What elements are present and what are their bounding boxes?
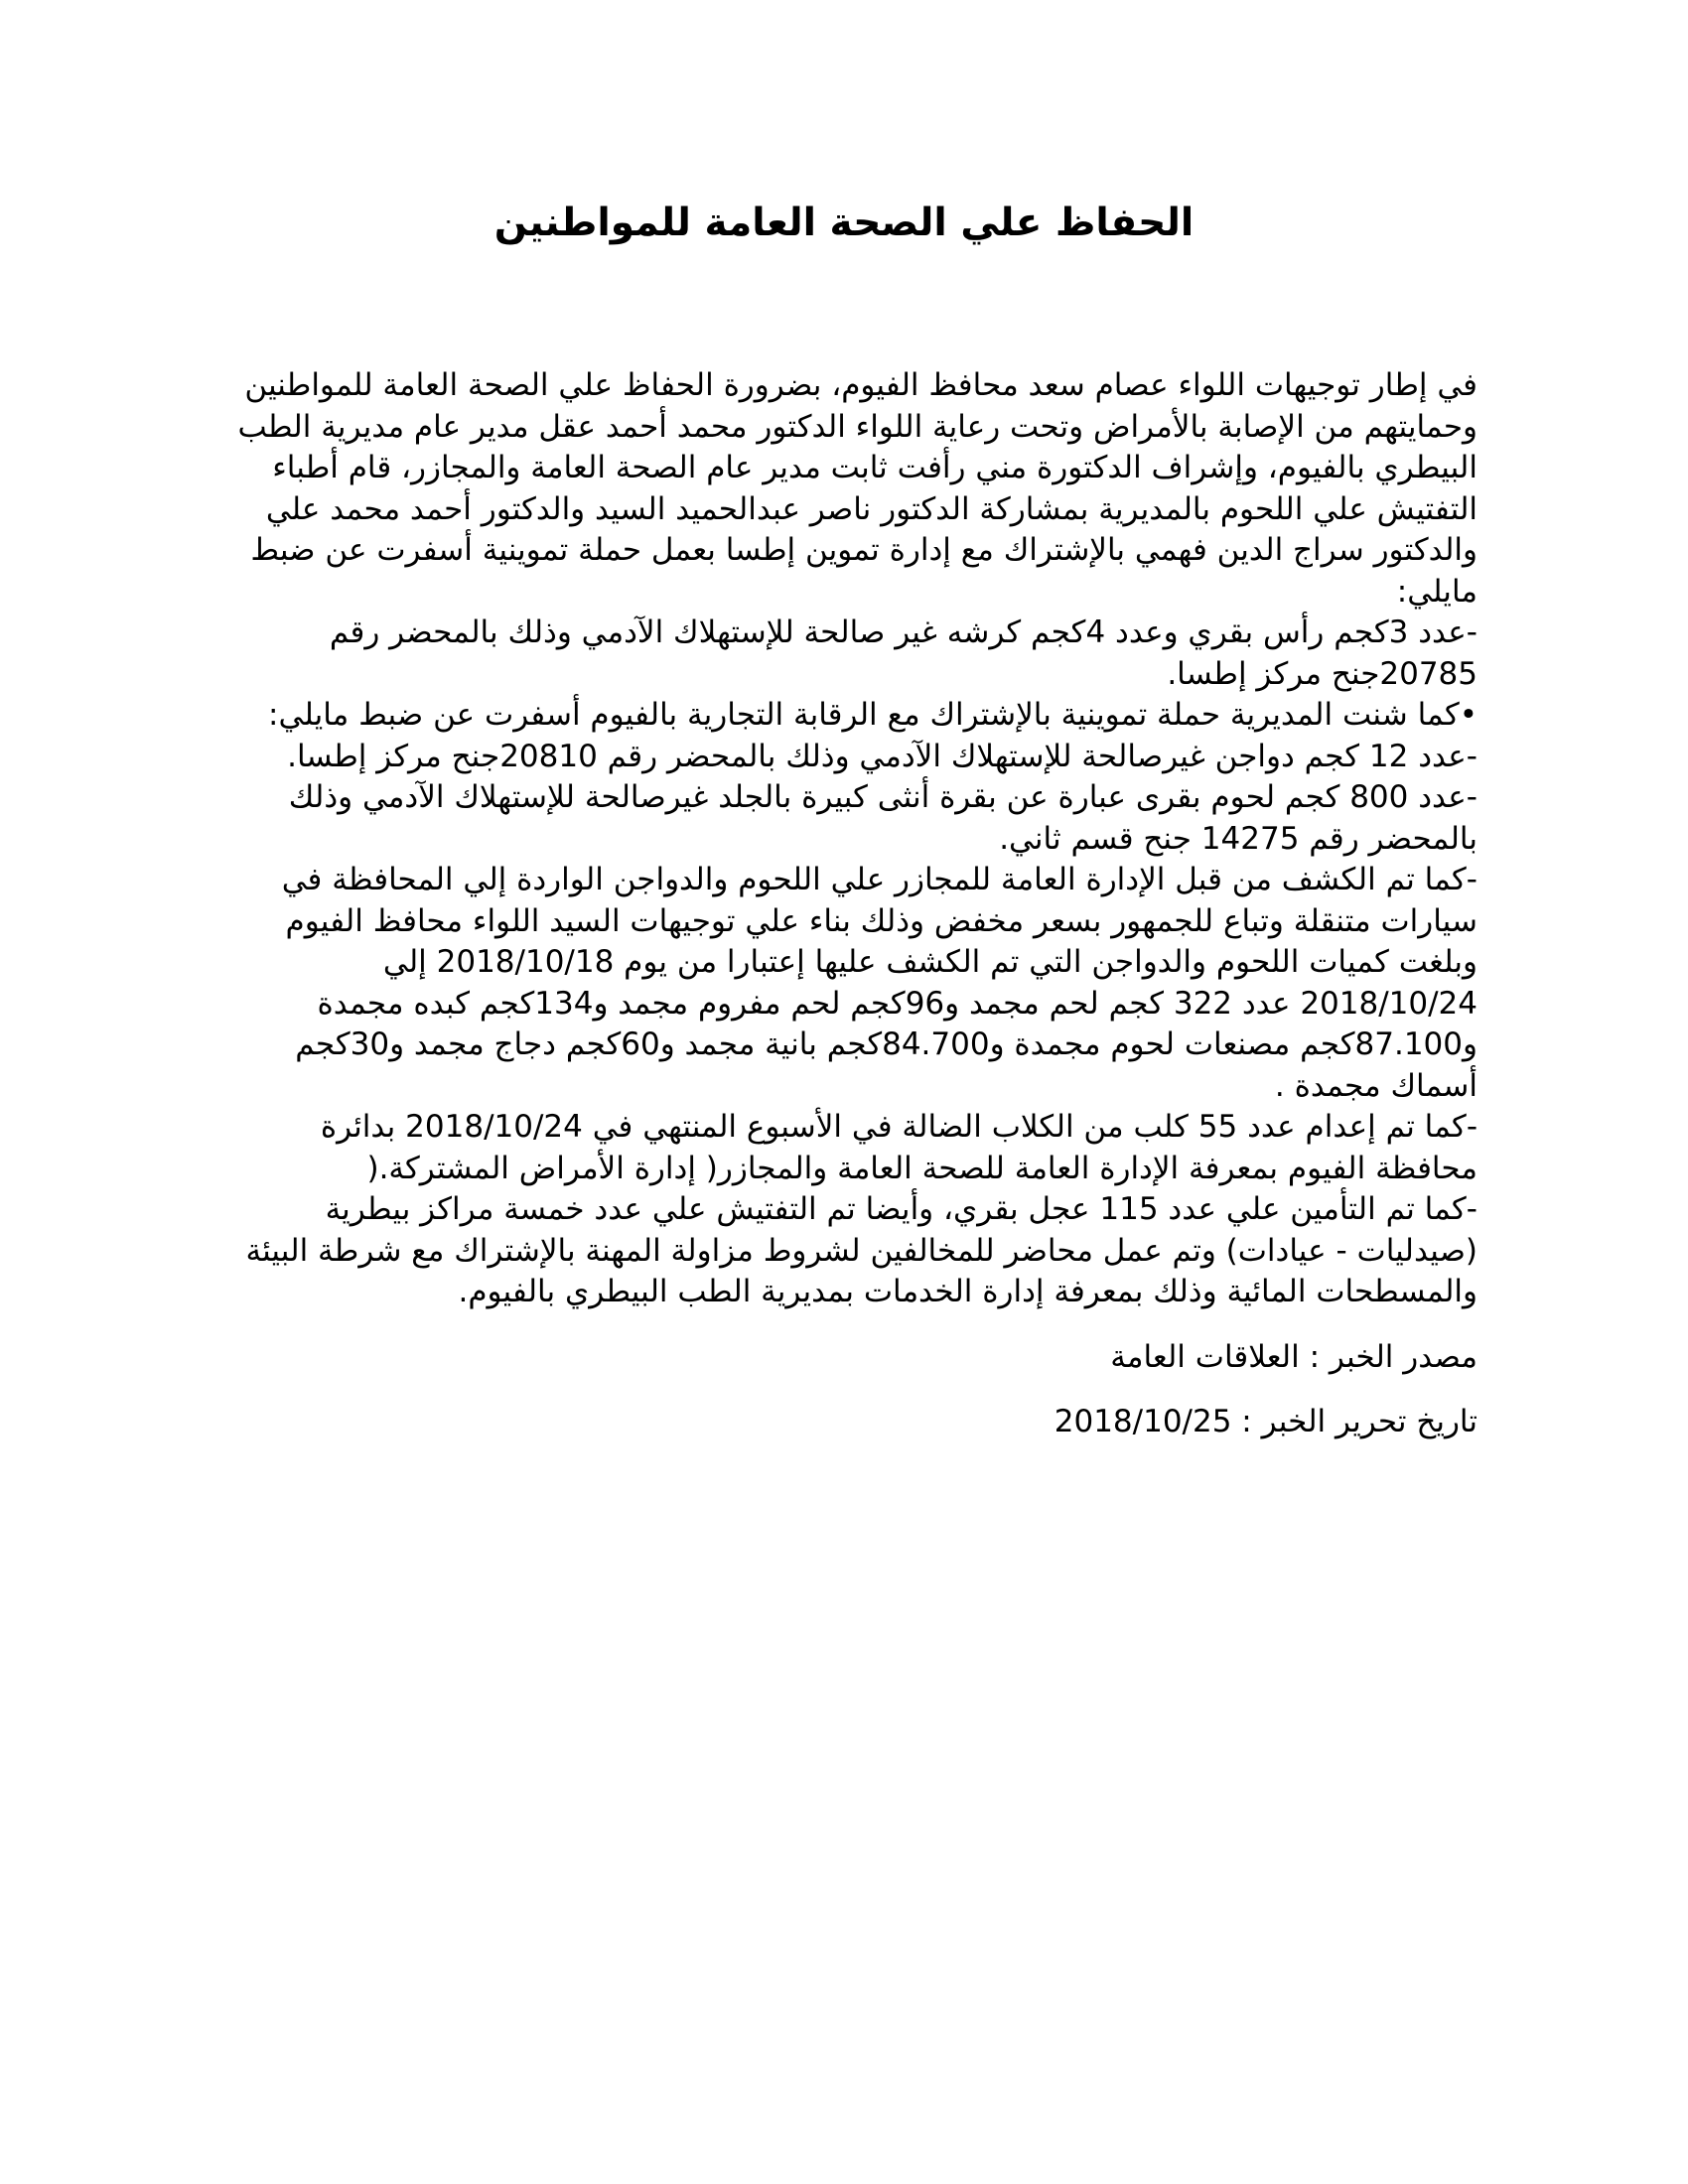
list-item: -عدد 12 كجم دواجن غيرصالحة للإستهلاك الآدمي وذلك بالمحضر رقم 20810جنح مركز إطسا. <box>287 738 1477 774</box>
news-date: تاريخ تحرير الخبر : 2018/10/25 <box>1054 1404 1477 1439</box>
list-item: -كما تم الكشف من قبل الإدارة العامة للمجازر علي اللحوم والدواجن الواردة إلي المحافظة في سيارات متنقلة وتباع للجمهور بسعر مخفض وذلك بناء علي توجيهات السيد اللواء محافظ الفيوم وبلغت كميات اللحوم والدواجن التي تم الكشف عليها إعتبارا من يوم 2018/10/18 إلي 2018/10/24 عدد 322 كجم لحم مجمد و96كجم لحم مفروم مجمد و134كجم كبده مجمدة و87.100كجم مصنعات لحوم مجمدة و84.700كجم بانية مجمد و60كجم دجاج مجمد و30كجم أسماك مجمدة . <box>281 862 1477 1104</box>
list-item: -عدد 800 كجم لحوم بقرى عبارة عن بقرة أنثى كبيرة بالجلد غيرصالحة للإستهلاك الآدمي وذلك بالمحضر رقم 14275 جنح قسم ثاني. <box>288 779 1477 857</box>
list-item: -عدد 3كجم رأس بقري وعدد 4كجم كرشه غير صالحة للإستهلاك الآدمي وذلك بالمحضر رقم 20785جنح مركز إطسا. <box>329 614 1477 692</box>
news-source: مصدر الخبر : العلاقات العامة <box>1110 1338 1477 1375</box>
document-body <box>211 365 1477 1443</box>
intro-paragraph: في إطار توجيهات اللواء عصام سعد محافظ الفيوم، بضرورة الحفاظ علي الصحة العامة للمواطنين وحمايتهم من الإصابة بالأمراض وتحت رعاية اللواء الدكتور محمد أحمد عقل مدير عام مديرية الطب البيطري بالفيوم، وإشراف الدكتورة مني رأفت ثابت مدير عام الصحة العامة والمجازر، قام أطباء التفتيش علي اللحوم بالمديرية بمشاركة الدكتور ناصر عبدالحميد السيد والدكتور أحمد محمد علي والدكتور سراج الدين فهمي بالإشتراك مع إدارة تموين إطسا بعمل حملة تموينية أسفرت عن ضبط مايلي: <box>237 367 1477 610</box>
document-title: الحفاظ علي الصحة العامة للمواطنين <box>493 201 1195 245</box>
list-item: •كما شنت المديرية حملة تموينية بالإشتراك مع الرقابة التجارية بالفيوم أسفرت عن ضبط مايلي: <box>268 697 1477 733</box>
list-item: -كما تم إعدام عدد 55 كلب من الكلاب الضالة في الأسبوع المنتهي في 2018/10/24 بدائرة محافظة الفيوم بمعرفة الإدارة العامة للصحة العامة والمجازر( إدارة الأمراض المشتركة.( <box>320 1109 1477 1186</box>
list-item: -كما تم التأمين علي عدد 115 عجل بقري، وأيضا تم التفتيش علي عدد خمسة مراكز بيطرية (صيدليات - عيادات) وتم عمل محاضر للمخالفين لشروط مزاولة المهنة بالإشتراك مع شرطة البيئة والمسطحات المائية وذلك بمعرفة إدارة الخدمات بمديرية الطب البيطري بالفيوم. <box>245 1191 1477 1309</box>
